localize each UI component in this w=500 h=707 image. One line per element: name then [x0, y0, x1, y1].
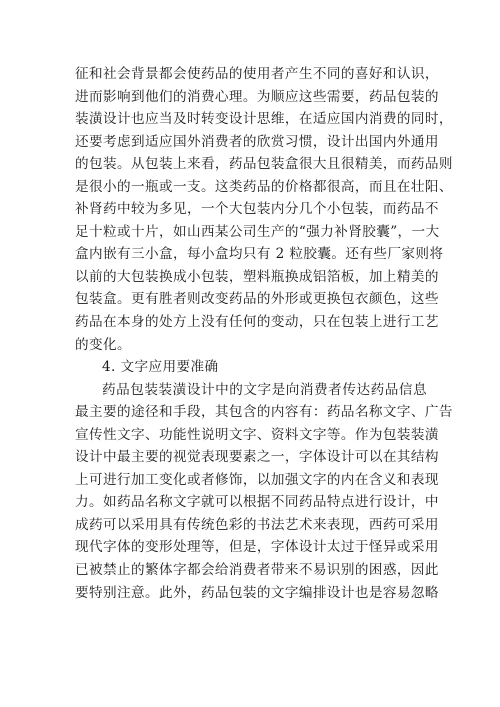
section-heading: 4. 文字应用要准确 [102, 359, 219, 376]
text-line: 要特别注意。此外，药品包装的文字编排设计也是容易忽略 [75, 584, 439, 601]
text-line: 足十粒或十片，如山西某公司生产的“强力补肾胶囊”，一大 [75, 223, 440, 240]
text-line: 成药可以采用具有传统色彩的书法艺术来表现，西药可采用 [75, 516, 439, 533]
text-line: 药品在本身的处方上没有任何的变动，只在包装上进行工艺 [75, 314, 439, 331]
text-line: 已被禁止的繁体字都会给消费者带来不易识别的困惑，因此 [75, 562, 439, 579]
text-line: 的包装。从包装上来看，药品包装盒很大且很精美，而药品则 [75, 156, 453, 173]
text-line: 进而影响到他们的消费心理。为顺应这些需要，药品包装的 [75, 88, 439, 105]
text-line: 征和社会背景都会使药品的使用者产生不同的喜好和认识， [75, 66, 439, 82]
body-text [75, 63, 453, 604]
text-line: 设计中最主要的视觉表现要素之一，字体设计可以在其结构 [75, 449, 439, 466]
text-line: 宣传性文字、功能性说明文字、资料文字等。作为包装装潢 [75, 426, 439, 443]
text-line: 现代字体的变形处理等，但是，字体设计太过于怪异或采用 [75, 539, 439, 556]
text-line: 补肾药中较为多见，一个大包装内分几个小包装，而药品不 [75, 201, 439, 218]
text-line: 上可进行加工变化或者修饰，以加强文字的内在含义和表现 [75, 471, 439, 488]
text-line: 是很小的一瓶或一支。这类药品的价格都很高，而且在壮阳、 [75, 178, 453, 195]
text-line: 以前的大包装换成小包装，塑料瓶换成铝箔板，加上精美的 [75, 268, 439, 285]
paragraph-end-line: 的变化。 [75, 336, 131, 353]
text-line: 装潢设计也应当及时转变设计思维，在适应国内消费的同时， [75, 111, 453, 128]
text-line: 还要考虑到适应国外消费者的欣赏习惯，设计出国内外通用 [75, 133, 439, 150]
paragraph-first-line: 药品包装装潢设计中的文字是向消费者传达药品信息 [102, 381, 427, 398]
text-line: 最主要的途径和手段，其包含的内容有：药品名称文字、广告 [75, 404, 453, 421]
text-line: 盒内嵌有三小盒，每小盒均只有 2 粒胶囊。还有些厂家则将 [75, 246, 444, 263]
text-line: 力。如药品名称文字就可以根据不同药品特点进行设计，中 [75, 494, 439, 511]
text-line: 包装盒。更有胜者则改变药品的外形或更换包衣颜色，这些 [75, 291, 439, 308]
